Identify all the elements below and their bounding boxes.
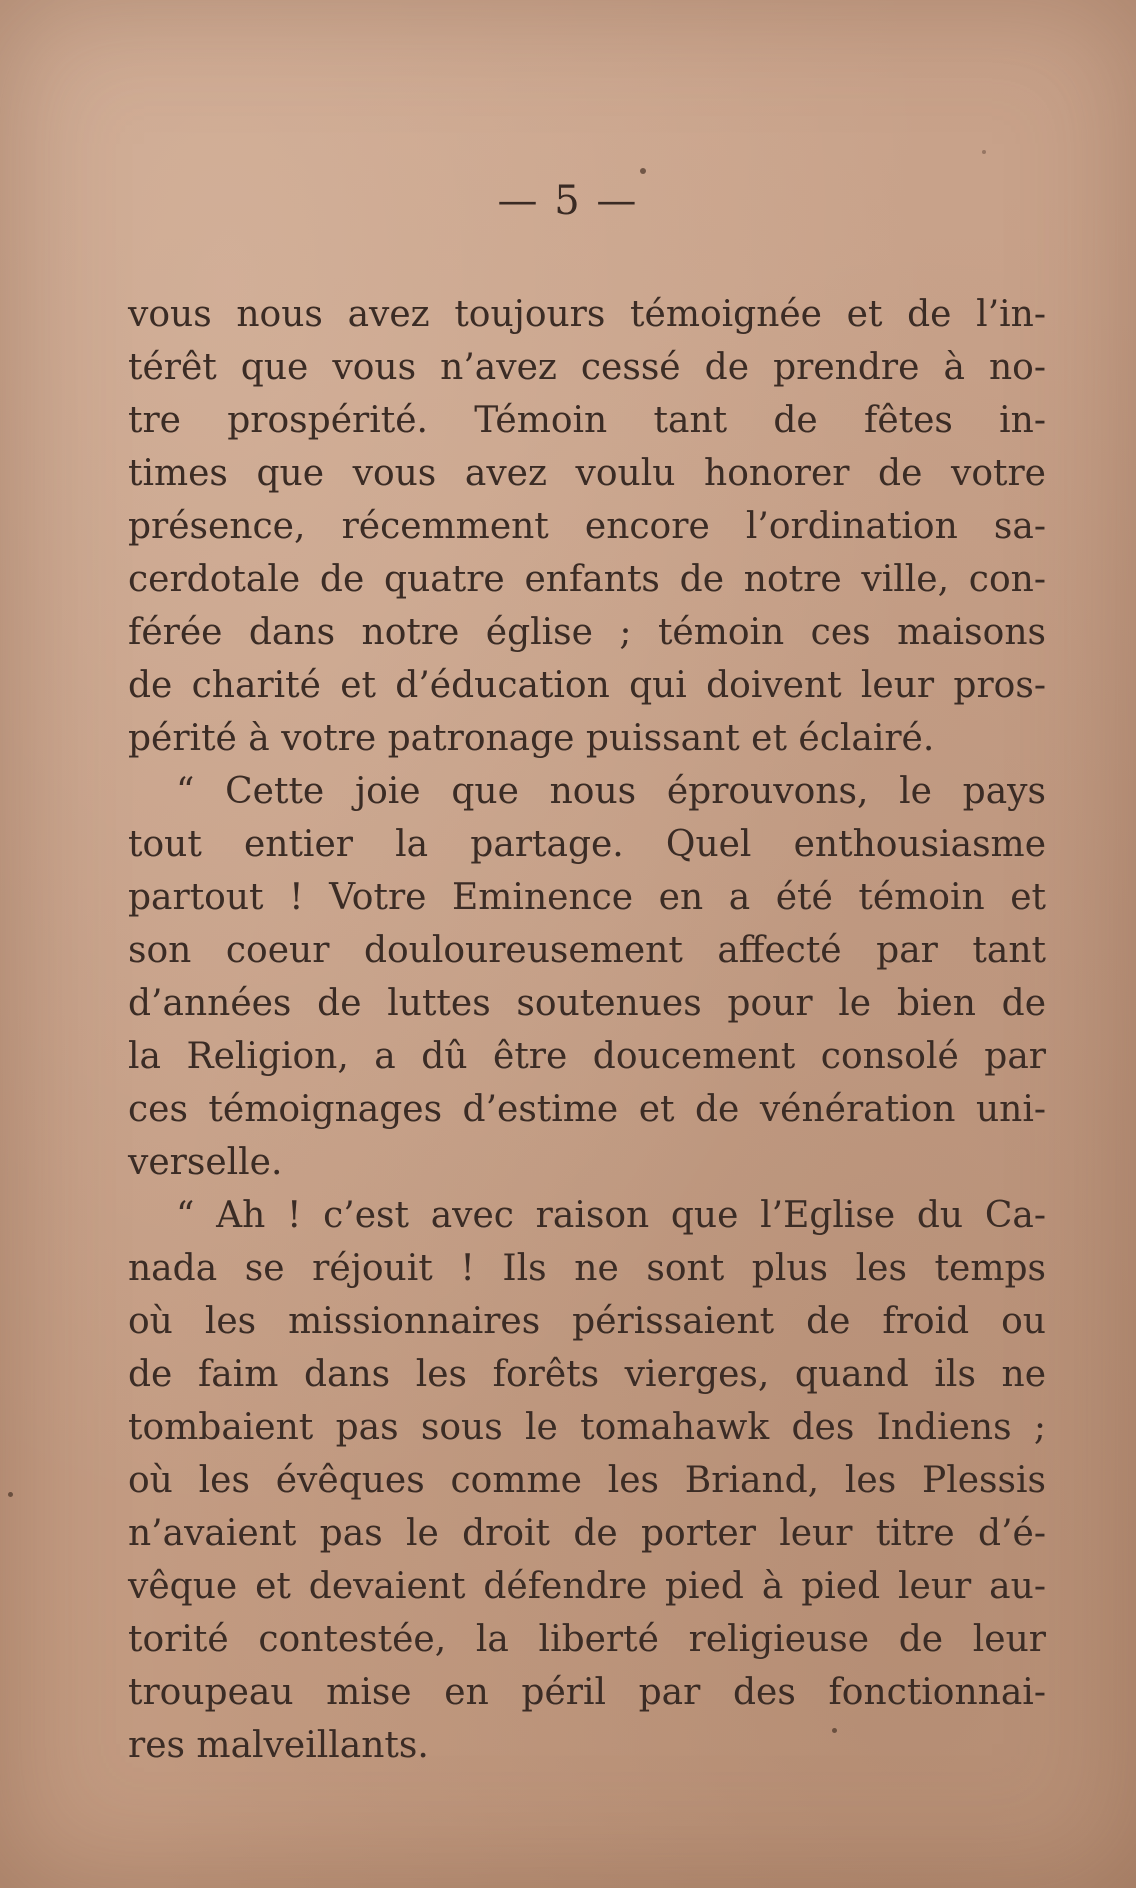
text-line: “ Cette joie que nous éprouvons, le pays: [176, 771, 1046, 812]
text-line: vous nous avez toujours témoignée et de l’in-: [128, 294, 1046, 335]
text-line: périté à votre patronage puissant et éclairé.: [128, 718, 935, 759]
text-line: tre prospérité. Témoin tant de fêtes in-: [128, 400, 1046, 441]
paper-speck: [640, 168, 646, 174]
text-line: où les évêques comme les Briand, les Plessis: [128, 1460, 1046, 1501]
paper-speck: [832, 1728, 837, 1733]
text-line: de charité et d’éducation qui doivent leur pros-: [128, 665, 1046, 706]
text-line: torité contestée, la liberté religieuse de leur: [128, 1619, 1046, 1660]
text-line: présence, récemment encore l’ordination sa-: [128, 506, 1046, 547]
text-line: nada se réjouit ! Ils ne sont plus les temps: [128, 1248, 1046, 1289]
text-line: tombaient pas sous le tomahawk des Indiens ;: [128, 1407, 1046, 1448]
text-line: troupeau mise en péril par des fonctionnai-: [128, 1672, 1046, 1713]
text-line: son coeur douloureusement affecté par tant: [128, 930, 1046, 971]
text-line: times que vous avez voulu honorer de votre: [128, 453, 1046, 494]
text-line: ces témoignages d’estime et de vénération uni-: [128, 1089, 1046, 1130]
text-line: n’avaient pas le droit de porter leur titre d’é-: [128, 1513, 1046, 1554]
text-line: férée dans notre église ; témoin ces maisons: [128, 612, 1046, 653]
paper-speck: [982, 150, 986, 154]
text-line: où les missionnaires périssaient de froid ou: [128, 1301, 1046, 1342]
text-line: térêt que vous n’avez cessé de prendre à no-: [128, 347, 1046, 388]
text-line: la Religion, a dû être doucement consolé par: [128, 1036, 1046, 1077]
text-line: d’années de luttes soutenues pour le bien de: [128, 983, 1046, 1024]
text-line: verselle.: [128, 1142, 283, 1183]
page-number: — 5 —: [497, 178, 639, 224]
text-line: cerdotale de quatre enfants de notre ville, con-: [128, 559, 1046, 600]
text-line: “ Ah ! c’est avec raison que l’Eglise du Ca-: [176, 1195, 1046, 1236]
text-line: res malveillants.: [128, 1725, 429, 1766]
paper-speck: [8, 1492, 13, 1497]
text-line: partout ! Votre Eminence en a été témoin et: [128, 877, 1046, 918]
body-text: [128, 288, 1046, 1772]
text-line: de faim dans les forêts vierges, quand ils ne: [128, 1354, 1046, 1395]
text-line: vêque et devaient défendre pied à pied leur au-: [128, 1566, 1046, 1607]
text-line: tout entier la partage. Quel enthousiasme: [128, 824, 1046, 865]
